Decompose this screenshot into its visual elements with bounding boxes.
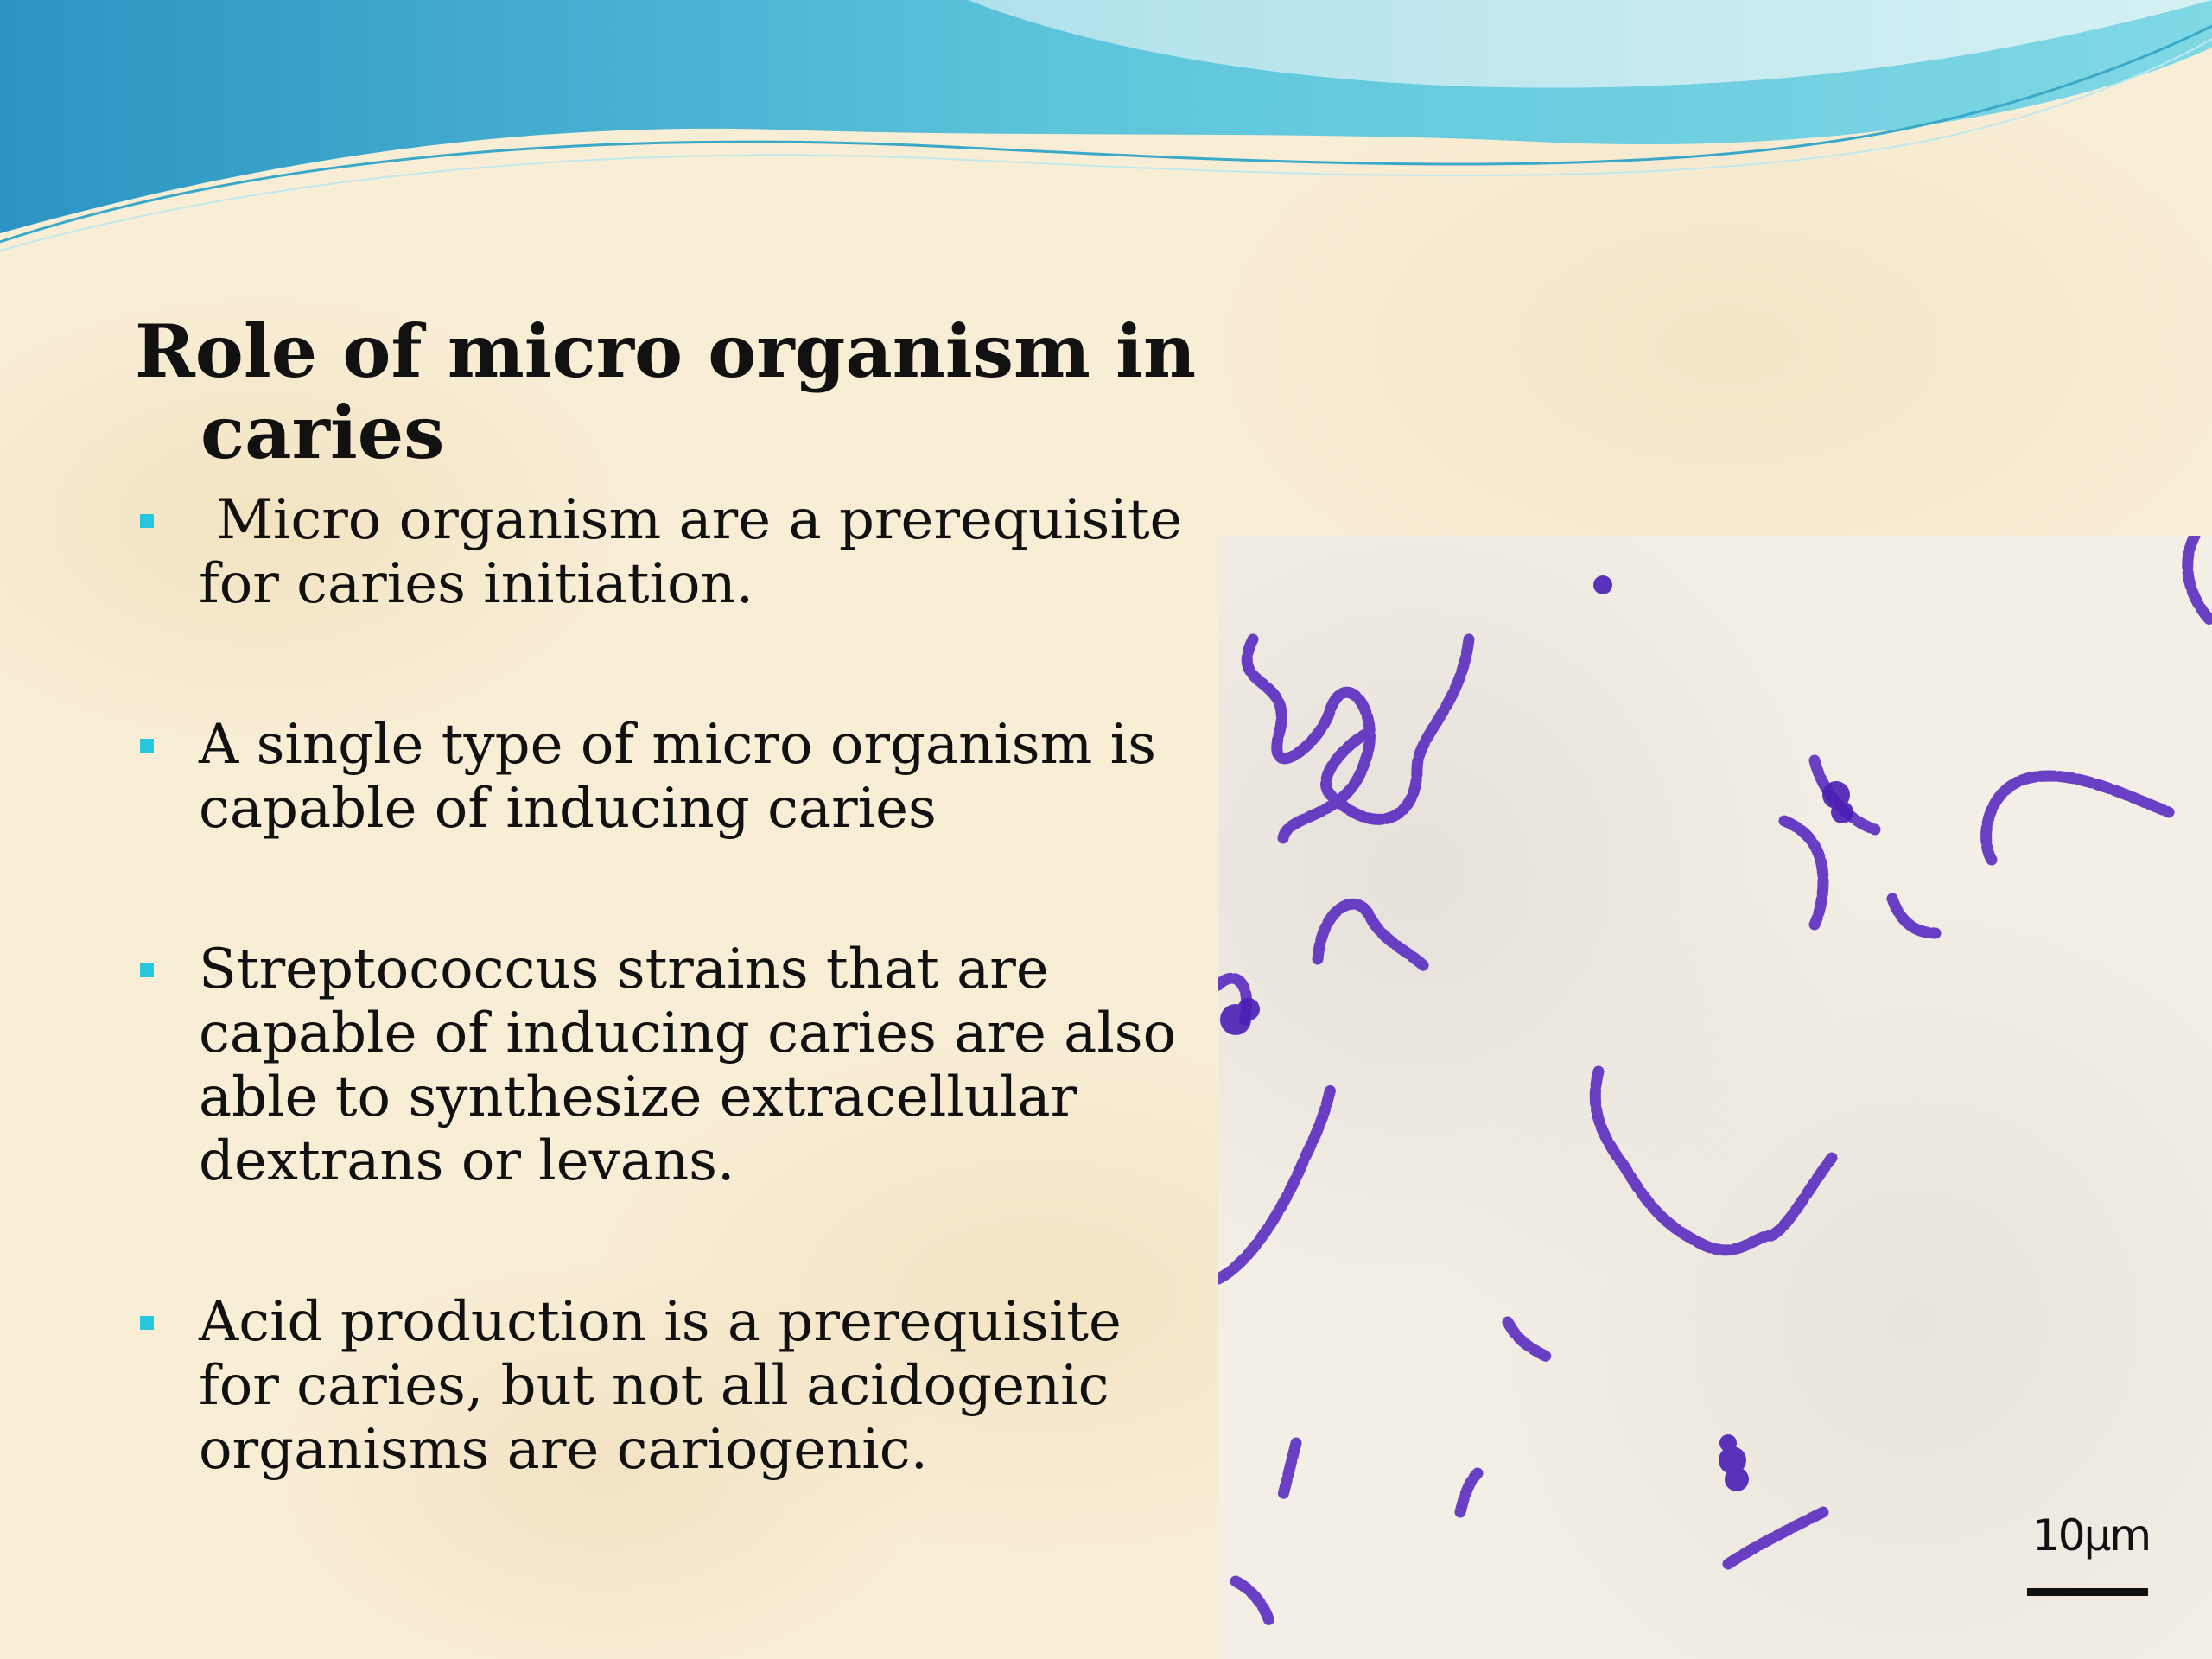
bullet-item [135, 938, 1198, 1193]
bullet-marker-icon [140, 739, 154, 753]
bullet-list [135, 488, 1198, 1482]
bullet-item [135, 713, 1198, 841]
bullet-text: Micro organism are a prerequisite for caries initiation. [199, 488, 1200, 616]
bullet-marker-icon [140, 514, 154, 528]
bullet-marker-icon [140, 963, 154, 977]
bullet-text: A single type of micro organism is capable of inducing caries [199, 713, 1174, 841]
scale-bar-label: 10μm [2032, 1510, 2151, 1560]
scale-bar [2027, 1588, 2148, 1596]
bullet-text: Acid production is a prerequisite for caries, but not all acidogenic organisms are cariogenic. [199, 1290, 1140, 1482]
bullet-text: Streptococcus strains that are capable of inducing caries are also able to synthesize extracellular dextrans or levans. [199, 938, 1194, 1193]
bacteria-chains [1218, 536, 2212, 1659]
streptococcus-micrograph [1218, 536, 2212, 1659]
header-wave-decoration [0, 0, 2212, 259]
bullet-marker-icon [140, 1316, 154, 1330]
bullet-item [135, 1290, 1198, 1482]
bullet-item [135, 488, 1198, 616]
slide-title: Role of micro organism in caries [135, 308, 1197, 475]
